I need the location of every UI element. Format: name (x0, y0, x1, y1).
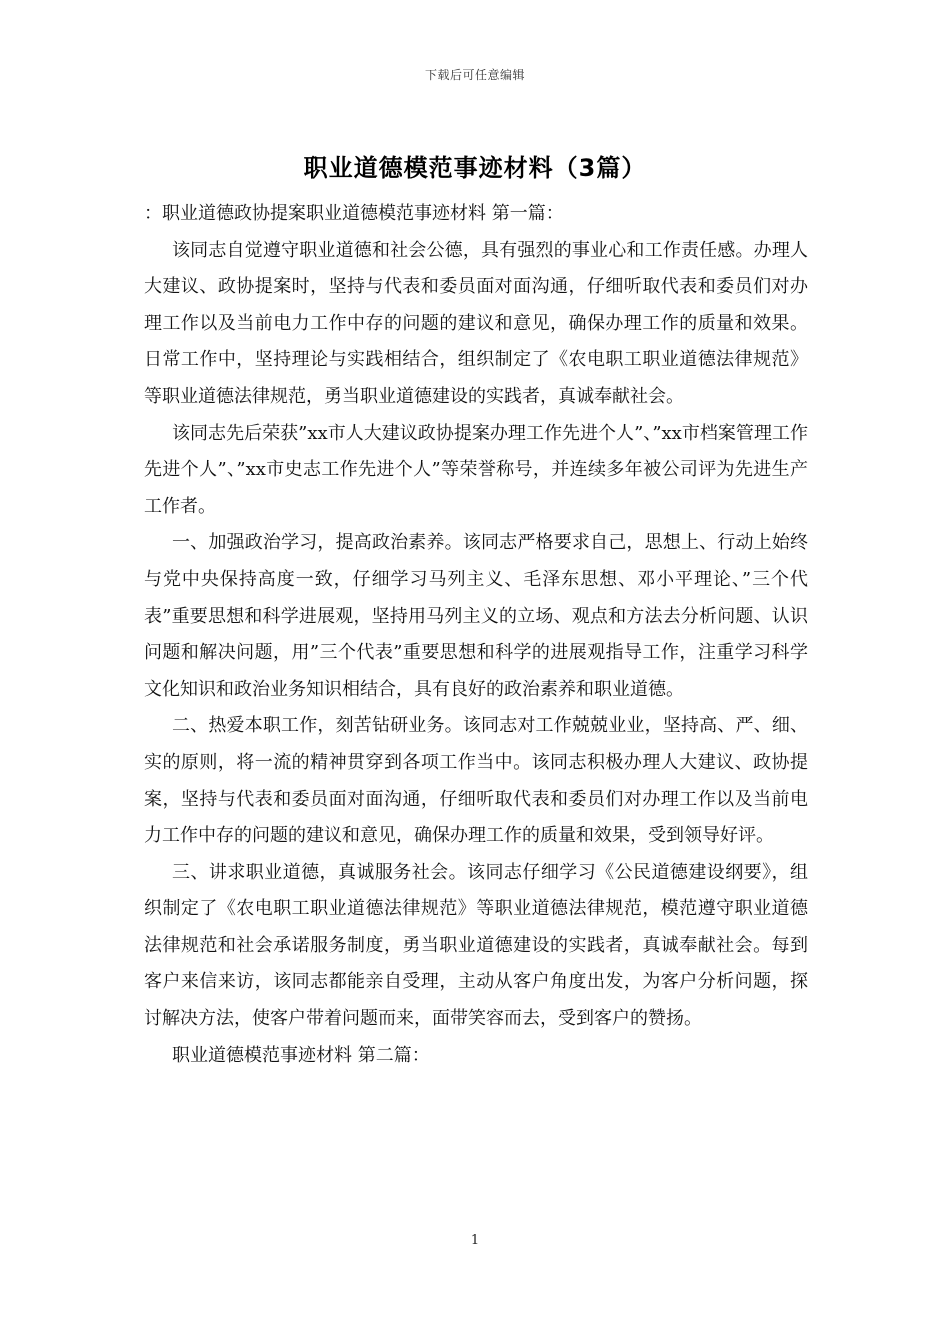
paragraph-1: 该同志自觉遵守职业道德和社会公德，具有强烈的事业心和工作责任感。办理人大建议、政协提案时，坚持与代表和委员面对面沟通，仔细听取代表和委员们对办理工作以及当前电力工作中存的问题的建议和意见，确保办理工作的质量和效果。日常工作中，坚持理论与实践相结合，组织制定了《农电职工职业道德法律规范》等职业道德法律规范，勇当职业道德建设的实践者，真诚奉献社会。 (144, 239, 808, 407)
paragraph-5: 三、讲求职业道德，真诚服务社会。该同志仔细学习《公民道德建设纲要》，组织制定了《农电职工职业道德法律规范》等职业道德法律规范，模范遵守职业道德法律规范和社会承诺服务制度，勇当职业道德建设的实践者，真诚奉献社会。每到客户来信来访，该同志都能亲自受理，主动从客户角度出发，为客户分析问题，探讨解决方法，使客户带着问题而来，面带笑容而去，受到客户的赞扬。 (144, 861, 808, 1030)
paragraph-section-heading: 职业道德模范事迹材料 第二篇： (172, 1044, 430, 1066)
page-number: 1 (470, 1233, 480, 1248)
paragraph-3: 一、加强政治学习，提高政治素养。该同志严格要求自己，思想上、行动上始终与党中央保持高度一致，仔细学习马列主义、毛泽东思想、邓小平理论、”三个代表”重要思想和科学进展观，坚持用马列主义的立场、观点和方法去分析问题、认识问题和解决问题，用”三个代表”重要思想和科学的进展观指导工作，注重学习科学文化知识和政治业务知识相结合，具有良好的政治素养和职业道德。 (144, 532, 808, 700)
header-note: 下载后可任意编辑 (424, 68, 525, 82)
document-body (144, 196, 808, 1074)
paragraph-4: 二、热爱本职工作，刻苦钻研业务。该同志对工作兢兢业业，坚持高、严、细、实的原则，将一流的精神贯穿到各项工作当中。该同志积极办理人大建议、政协提案，坚持与代表和委员面对面沟通，仔细听取代表和委员们对办理工作以及当前电力工作中存的问题的建议和意见，确保办理工作的质量和效果，受到领导好评。 (144, 715, 808, 847)
document-title: 职业道德模范事迹材料（3篇） (303, 154, 647, 182)
paragraph-2: 该同志先后荣获”xx市人大建议政协提案办理工作先进个人”、”xx市档案管理工作先进个人”、”xx市史志工作先进个人”等荣誉称号，并连续多年被公司评为先进生产工作者。 (144, 422, 808, 517)
paragraph-intro: ：职业道德政协提案职业道德模范事迹材料 第一篇： (144, 203, 564, 224)
